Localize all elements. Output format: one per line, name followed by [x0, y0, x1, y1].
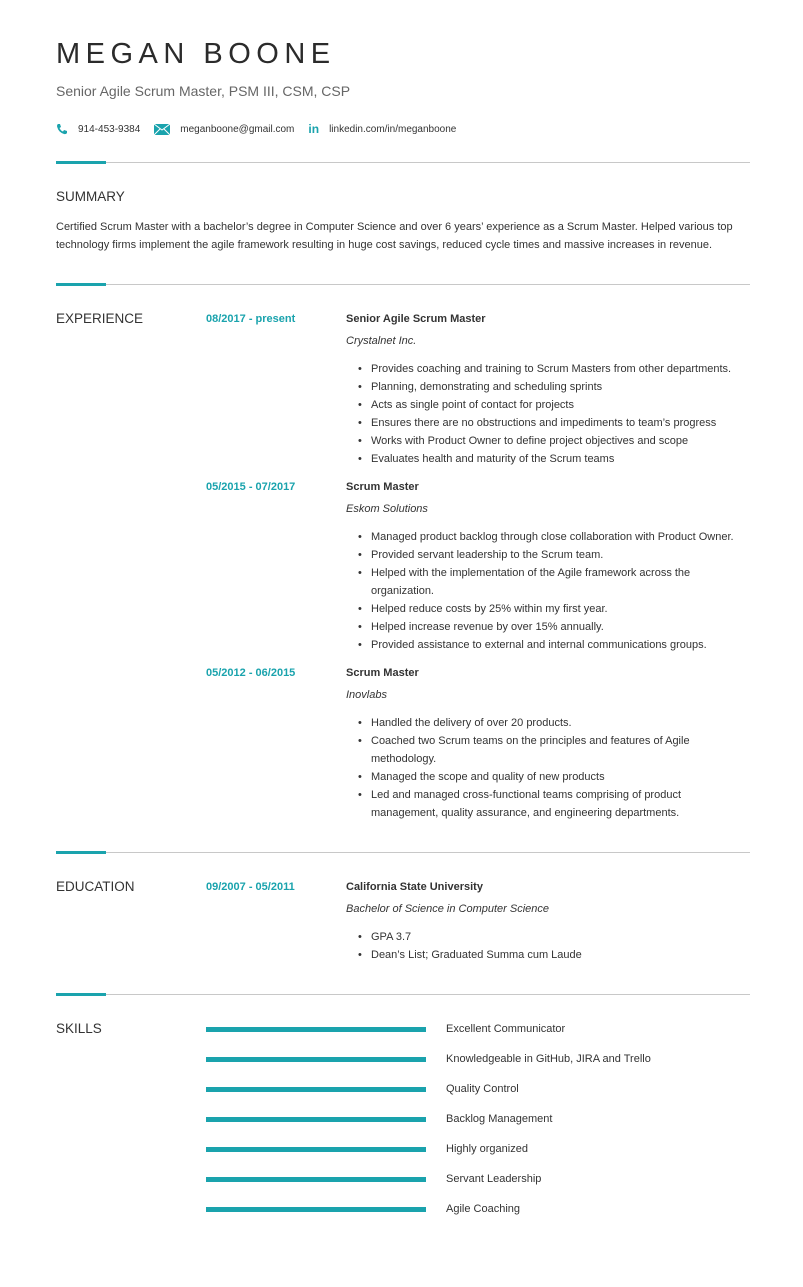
skill-item: [206, 1050, 750, 1068]
skill-item: [206, 1020, 750, 1038]
skill-level-fill: [206, 1027, 426, 1032]
phone-icon: [56, 123, 68, 135]
job-bullet: • Provided servant leadership to the Scrum team.: [371, 546, 750, 564]
linkedin-link[interactable]: linkedin.com/in/meganboone: [329, 123, 457, 135]
job-title: Scrum Master: [346, 667, 419, 679]
job-details: [346, 664, 750, 822]
company-name: Inovlabs: [346, 689, 387, 701]
skill-level-fill: [206, 1177, 426, 1182]
job-entry: [206, 478, 750, 654]
job-bullet: • Helped increase revenue by over 15% annually.: [371, 618, 750, 636]
job-bullet: • Coached two Scrum teams on the principles and features of Agile methodology.: [371, 732, 750, 768]
job-title: Senior Agile Scrum Master: [346, 313, 486, 325]
skill-name: Quality Control: [446, 1083, 519, 1095]
candidate-title: Senior Agile Scrum Master, PSM III, CSM, CSP: [56, 83, 351, 99]
skill-level-fill: [206, 1207, 426, 1212]
contact-bar: [56, 122, 750, 136]
job-bullet: • Ensures there are no obstructions and impediments to team’s progress: [371, 414, 750, 432]
job-bullet: • Led and managed cross-functional teams comprising of product management, quality assurance, and engineering departments.: [371, 786, 750, 822]
job-bullet: • Helped reduce costs by 25% within my first year.: [371, 600, 750, 618]
skill-name: Agile Coaching: [446, 1203, 520, 1215]
job-details: [346, 478, 750, 654]
education-bullet: • GPA 3.7: [371, 928, 750, 946]
skill-level-bar: [206, 1117, 426, 1122]
experience-heading: EXPERIENCE: [56, 311, 144, 326]
skill-level-fill: [206, 1117, 426, 1122]
email-icon: [154, 124, 170, 135]
job-dates: 08/2017 - present: [206, 313, 296, 325]
skill-name: Excellent Communicator: [446, 1023, 566, 1035]
school-name: California State University: [346, 881, 483, 893]
skill-level-bar: [206, 1087, 426, 1092]
job-bullet: • Planning, demonstrating and scheduling sprints: [371, 378, 750, 396]
job-bullet: • Helped with the implementation of the Agile framework across the organization.: [371, 564, 750, 600]
job-bullet: • Handled the delivery of over 20 products.: [371, 714, 750, 732]
job-bullet: • Provided assistance to external and internal communications groups.: [371, 636, 750, 654]
skill-level-fill: [206, 1057, 426, 1062]
skill-level-bar: [206, 1057, 426, 1062]
skill-item: [206, 1140, 750, 1158]
job-bullet: • Evaluates health and maturity of the Scrum teams: [371, 450, 750, 468]
skill-name: Servant Leadership: [446, 1173, 542, 1185]
education-entry: [206, 878, 750, 964]
skills-section: [56, 994, 750, 1218]
education-section: [56, 852, 750, 994]
job-entry: [206, 310, 750, 468]
skills-heading: SKILLS: [56, 1021, 102, 1036]
email-link[interactable]: meganboone@gmail.com: [180, 123, 295, 135]
job-entry: [206, 664, 750, 822]
education-list: [206, 878, 750, 964]
job-dates: 05/2012 - 06/2015: [206, 667, 296, 679]
job-bullet: • Acts as single point of contact for projects: [371, 396, 750, 414]
summary-heading: SUMMARY: [56, 189, 125, 204]
education-details: [346, 878, 750, 964]
job-details: [346, 310, 750, 468]
skill-item: [206, 1110, 750, 1128]
skill-item: [206, 1200, 750, 1218]
job-bullet: • Managed product backlog through close collaboration with Product Owner.: [371, 528, 750, 546]
job-bullet: • Managed the scope and quality of new products: [371, 768, 750, 786]
skill-level-bar: [206, 1027, 426, 1032]
skill-name: Highly organized: [446, 1143, 528, 1155]
education-bullet: • Dean’s List; Graduated Summa cum Laude: [371, 946, 750, 964]
company-name: Crystalnet Inc.: [346, 335, 417, 347]
job-list: [206, 310, 750, 822]
summary-text: Certified Scrum Master with a bachelor’s degree in Computer Science and over 6 years’ experience as a Scrum Master. Helped various top technology firms implement the agile framework resulting in huge cost savings, reduced cycle times and massive increases in revenue.: [56, 221, 733, 251]
education-dates: 09/2007 - 05/2011: [206, 881, 295, 893]
education-heading: EDUCATION: [56, 879, 135, 894]
linkedin-icon: in: [308, 122, 320, 136]
skill-level-bar: [206, 1177, 426, 1182]
skill-name: Knowledgeable in GitHub, JIRA and Trello: [446, 1053, 651, 1065]
job-dates: 05/2015 - 07/2017: [206, 481, 296, 493]
skill-item: [206, 1170, 750, 1188]
job-title: Scrum Master: [346, 481, 419, 493]
skill-item: [206, 1080, 750, 1098]
degree: Bachelor of Science in Computer Science: [346, 903, 549, 915]
summary-section: [56, 162, 750, 284]
skill-name: Backlog Management: [446, 1113, 553, 1125]
company-name: Eskom Solutions: [346, 503, 428, 515]
experience-section: [56, 284, 750, 852]
candidate-name: MEGAN BOONE: [56, 38, 336, 70]
job-bullet: • Works with Product Owner to define project objectives and scope: [371, 432, 750, 450]
skill-level-bar: [206, 1207, 426, 1212]
job-bullet: • Provides coaching and training to Scrum Masters from other departments.: [371, 360, 750, 378]
phone-text: 914-453-9384: [78, 123, 141, 135]
skill-level-fill: [206, 1087, 426, 1092]
skills-list: [206, 1020, 750, 1218]
skill-level-bar: [206, 1147, 426, 1152]
skill-level-fill: [206, 1147, 426, 1152]
